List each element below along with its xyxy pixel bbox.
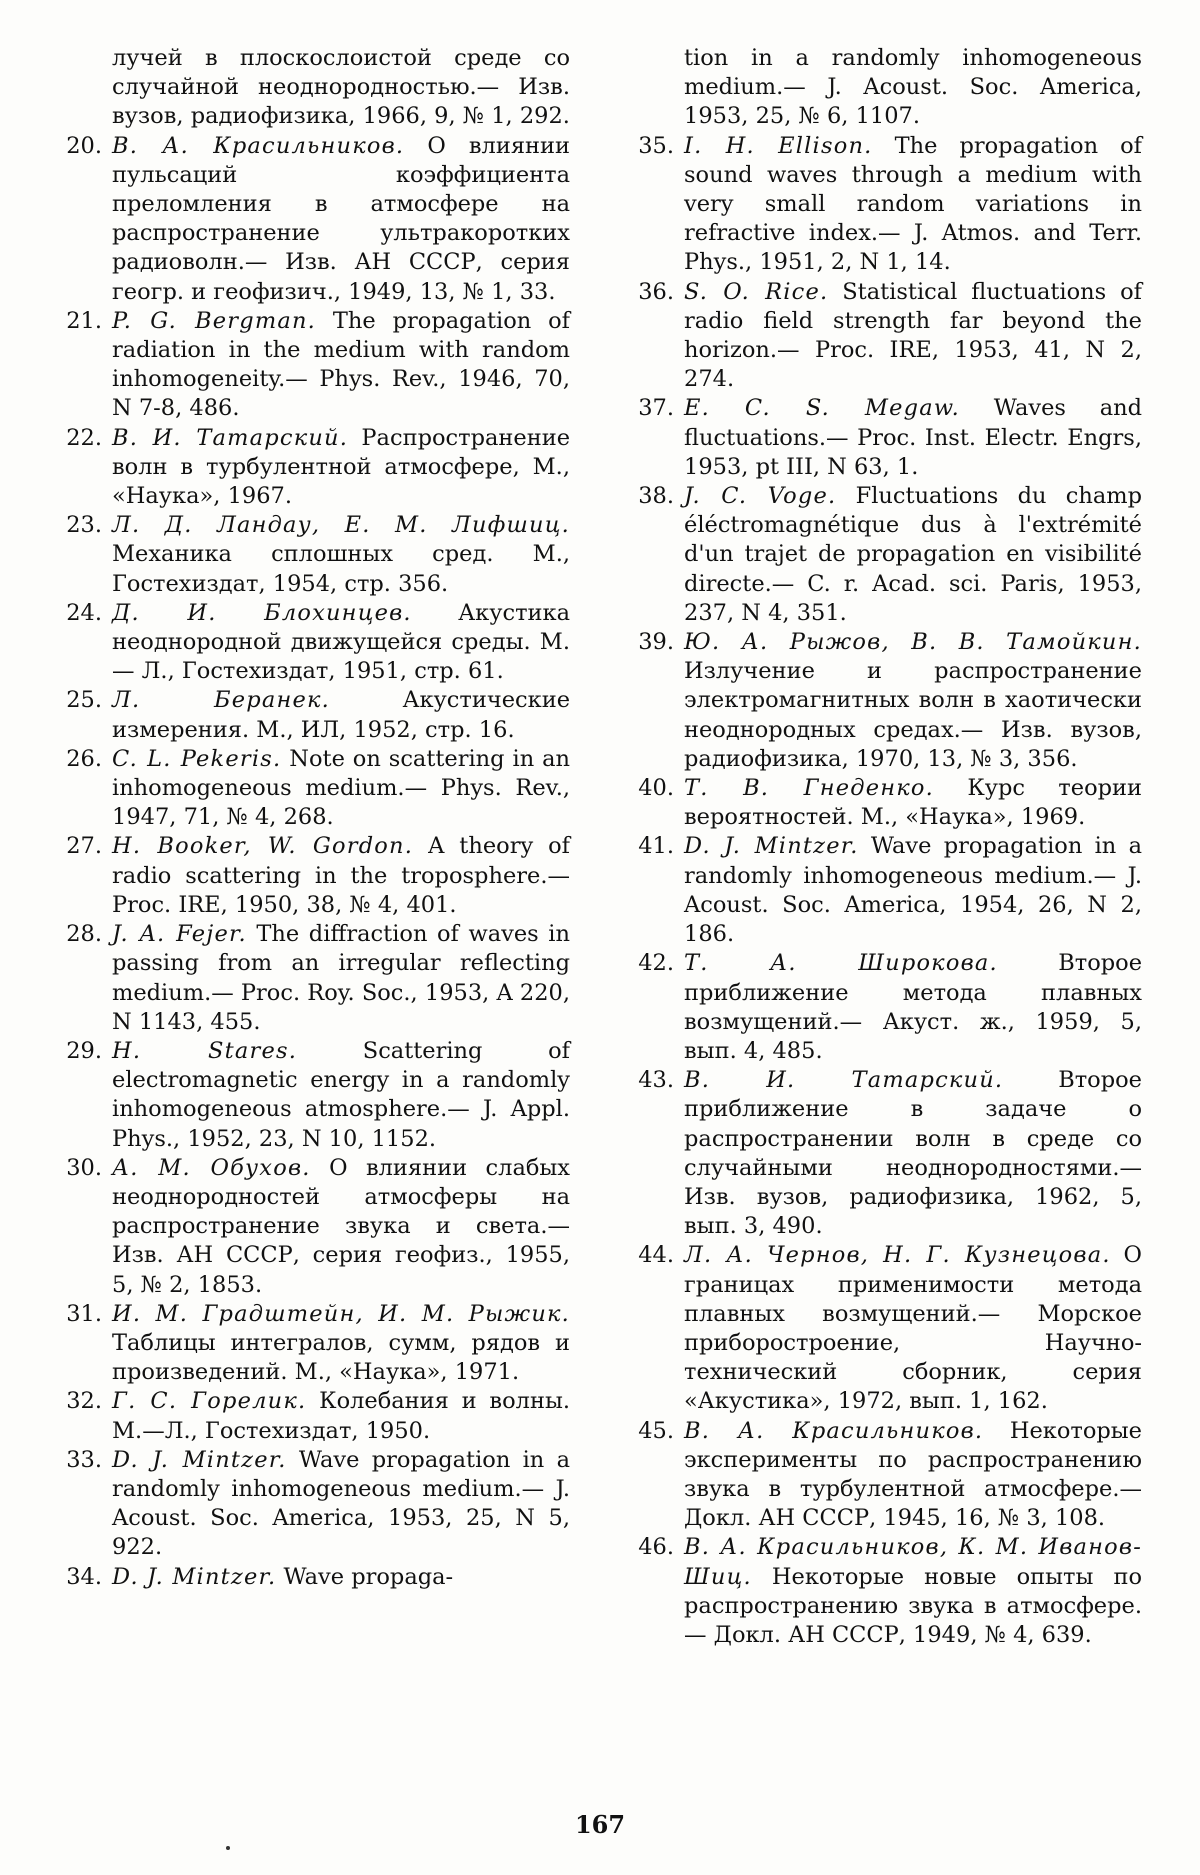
reference-author: I. H. Ellison.	[684, 132, 873, 159]
reference-text: A theory of radio scattering in the troposphere.— Proc. IRE, 1950, 38, № 4, 401.	[112, 833, 570, 918]
reference-text: tion in a randomly inhomogeneous medium.— J. Acoust. Soc. America, 1953, 25, № 6, 1107.	[684, 45, 1142, 130]
reference-number: 44.	[638, 1242, 674, 1269]
reference-author: D. J. Mintzer.	[112, 1563, 277, 1590]
reference-number: 22.	[66, 424, 102, 451]
reference-entry	[622, 628, 1142, 774]
reference-text: Некоторые новые опыты по распространению звука в атмосфере.— Докл. АН СССР, 1949, № 4, 639.	[684, 1563, 1143, 1648]
reference-text: Waves and fluctuations.— Proc. Inst. Electr. Engrs, 1953, pt III, N 63, 1.	[684, 395, 1143, 480]
reference-author: В. И. Татарский.	[112, 424, 349, 451]
reference-author: В. А. Красильников.	[112, 132, 405, 159]
reference-number: 37.	[638, 395, 674, 422]
reference-number: 29.	[66, 1037, 102, 1064]
reference-text: Курс теории вероятностей. М., «Наука», 1969.	[684, 775, 1143, 831]
reference-number: 24.	[66, 599, 102, 626]
reference-text: The propagation of sound waves through a medium with very small random variations in refractive index.— J. Atmos. and Terr. Phys., 1951, 2, N 1, 14.	[684, 132, 1143, 276]
reference-author: Л. А. Чернов, Н. Г. Кузнецова.	[684, 1242, 1111, 1269]
reference-number: 46.	[638, 1534, 674, 1561]
reference-entry	[50, 1563, 570, 1592]
reference-entry	[50, 1300, 570, 1388]
reference-author: P. G. Bergman.	[112, 307, 317, 334]
reference-author: В. А. Красильников.	[684, 1417, 984, 1444]
reference-author: D. J. Mintzer.	[112, 1446, 287, 1473]
reference-text: Механика сплошных сред. М., Гостехиздат, 1954, стр. 356.	[112, 541, 570, 597]
reference-number: 27.	[66, 833, 102, 860]
reference-author: Т. В. Гнеденко.	[684, 775, 935, 802]
reference-text: Некоторые эксперименты по распространению звука в турбулентной атмосфере.— Докл. АН СССР, 1945, 16, № 3, 108.	[684, 1417, 1142, 1532]
reference-text: Излучение и распространение электромагнитных волн в хаотически неоднородных средах.— Изв. вузов, радиофизика, 1970, 13, № 3, 356.	[684, 658, 1142, 772]
reference-entry	[50, 745, 570, 833]
reference-author: Ю. А. Рыжов, В. В. Тамойкин.	[684, 629, 1142, 656]
reference-author: Д. И. Блохинцев.	[112, 599, 412, 626]
reference-author: В. И. Татарский.	[684, 1067, 1004, 1094]
reference-text: The propagation of radiation in the medium with random inhomogeneity.— Phys. Rev., 1946, 70, N 7-8, 486.	[112, 307, 570, 422]
reference-number: 26.	[66, 745, 102, 772]
reference-entry	[50, 424, 570, 512]
reference-author: E. C. S. Megaw.	[684, 395, 961, 422]
reference-text: Акустика неоднородной движущейся среды. М.— Л., Гостехиздат, 1951, стр. 61.	[112, 599, 570, 685]
reference-entry	[622, 774, 1142, 832]
reference-number: 32.	[66, 1388, 102, 1415]
reference-number: 25.	[66, 687, 102, 714]
reference-number: 21.	[66, 307, 102, 334]
reference-number: 42.	[638, 950, 674, 977]
reference-number: 45.	[638, 1417, 674, 1444]
reference-entry	[50, 1037, 570, 1154]
reference-author: J. A. Fejer.	[112, 921, 247, 948]
reference-text: Распространение волн в турбулентной атмосфере, М., «Наука», 1967.	[112, 424, 571, 510]
reference-text: Wave propagation in a randomly inhomogeneous medium.— J. Acoust. Soc. America, 1954, 26, N 2, 186.	[684, 833, 1142, 948]
reference-number: 41.	[638, 833, 674, 860]
reference-entry	[622, 1533, 1142, 1650]
reference-entry	[622, 278, 1142, 395]
reference-entry	[50, 511, 570, 599]
reference-text: О влиянии слабых неоднородностей атмосферы на распространение звука и света.— Изв. АН СССР, серия геофиз., 1955, 5, № 2, 1853.	[112, 1154, 570, 1298]
reference-author: S. O. Rice.	[684, 278, 829, 305]
reference-author: Т. А. Широкова.	[684, 950, 998, 977]
reference-author: Г. С. Горелик.	[112, 1388, 307, 1415]
reference-author: H. Booker, W. Gordon.	[112, 833, 414, 860]
reference-number: 30.	[66, 1154, 102, 1181]
print-speck	[226, 1846, 230, 1850]
references-right-column	[622, 44, 1142, 1650]
page-number: 167	[574, 1810, 626, 1839]
reference-author: Л. Д. Ландау, Е. М. Лифшиц.	[112, 512, 570, 539]
reference-number: 20.	[66, 132, 102, 159]
reference-text: The diffraction of waves in passing from an irregular reflecting medium.— Proc. Roy. Soc., 1953, A 220, N 1143, 455.	[112, 921, 570, 1035]
reference-entry	[50, 599, 570, 687]
reference-entry	[50, 832, 570, 920]
reference-author: H. Stares.	[112, 1037, 298, 1064]
reference-text: Fluctuations du champ éléctromagnétique dus à l'extrémité d'un trajet de propagation en visibilité directe.— C. r. Acad. sci. Paris, 1953, 237, N 4, 351.	[684, 483, 1142, 626]
reference-entry	[622, 832, 1142, 949]
reference-number: 36.	[638, 278, 674, 305]
reference-number: 31.	[66, 1300, 102, 1327]
reference-entry	[622, 1241, 1142, 1416]
reference-number: 38.	[638, 483, 674, 510]
reference-text: Note on scattering in an inhomogeneous medium.— Phys. Rev., 1947, 71, № 4, 268.	[112, 745, 571, 831]
reference-entry	[50, 307, 570, 424]
reference-text: Акустические измерения. М., ИЛ, 1952, стр. 16.	[112, 687, 571, 743]
reference-text: Второе приближение в задаче о распространении волн в среде со случайными неоднородностями.— Изв. вузов, радиофизика, 1962, 5, вып. 3, 490.	[684, 1067, 1142, 1240]
reference-entry	[50, 1154, 570, 1300]
reference-text: Таблицы интегралов, сумм, рядов и произведений. М., «Наука», 1971.	[112, 1329, 570, 1386]
reference-entry	[50, 920, 570, 1037]
reference-entry	[50, 1387, 570, 1445]
reference-entry	[50, 132, 570, 307]
reference-entry	[50, 1446, 570, 1563]
reference-author: J. C. Voge.	[684, 483, 837, 510]
reference-entry	[50, 686, 570, 744]
reference-entry	[622, 394, 1142, 482]
reference-text: лучей в плоскослоистой среде со случайной неоднородностью.— Изв. вузов, радиофизика, 1966, 9, № 1, 292.	[112, 45, 570, 130]
reference-number: 34.	[66, 1563, 102, 1590]
reference-entry-continued	[622, 44, 1142, 132]
reference-number: 43.	[638, 1067, 674, 1094]
reference-text: Wave propaga-	[283, 1563, 454, 1590]
reference-author: И. М. Градштейн, И. М. Рыжик.	[112, 1300, 570, 1327]
reference-entry-continued	[50, 44, 570, 132]
reference-author: C. L. Pekeris.	[112, 745, 282, 772]
reference-author: А. М. Обухов.	[112, 1154, 311, 1181]
references-left-column	[50, 44, 570, 1592]
reference-entry	[622, 1417, 1142, 1534]
reference-author: В. А. Красильников, К. М. Иванов-Шиц.	[684, 1534, 1142, 1590]
reference-text: Колебания и волны. М.—Л., Гостехиздат, 1950.	[112, 1388, 570, 1444]
reference-entry	[622, 132, 1142, 278]
reference-number: 28.	[66, 921, 102, 948]
reference-entry	[622, 482, 1142, 628]
reference-number: 23.	[66, 512, 102, 539]
reference-author: D. J. Mintzer.	[684, 833, 859, 860]
reference-author: Л. Беранек.	[112, 687, 330, 714]
reference-entry	[622, 1066, 1142, 1241]
reference-text: Statistical fluctuations of radio field strength far beyond the horizon.— Proc. IRE, 1953, 41, N 2, 274.	[684, 278, 1142, 393]
reference-text: Scattering of electromagnetic energy in a randomly inhomogeneous atmosphere.— J. Appl. Phys., 1952, 23, N 10, 1152.	[112, 1037, 571, 1152]
reference-number: 33.	[66, 1446, 102, 1473]
reference-text: О влиянии пульсаций коэффициента преломления в атмосфере на распространение ультракоротких радиоволн.— Изв. АН СССР, серия геогр. и геофизич., 1949, 13, № 1, 33.	[112, 132, 570, 305]
reference-entry	[622, 949, 1142, 1066]
reference-text: Второе приближение метода плавных возмущений.— Акуст. ж., 1959, 5, вып. 4, 485.	[684, 950, 1143, 1064]
reference-number: 40.	[638, 775, 674, 802]
reference-text: Wave propagation in a randomly inhomogeneous medium.— J. Acoust. Soc. America, 1953, 25, N 5, 922.	[112, 1446, 570, 1561]
reference-number: 35.	[638, 132, 674, 159]
reference-text: О границах применимости метода плавных возмущений.— Морское приборостроение, Научно-технический сборник, серия «Акустика», 1972, вып. 1, 162.	[684, 1242, 1142, 1415]
reference-number: 39.	[638, 629, 674, 656]
